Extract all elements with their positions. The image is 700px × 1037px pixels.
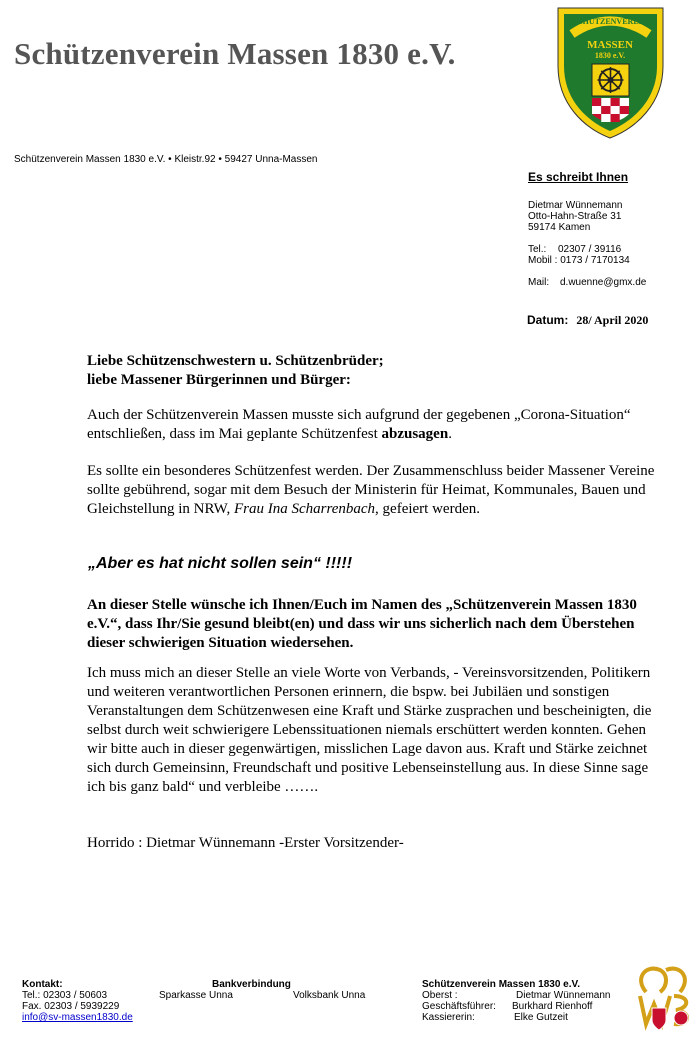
footer-bank-label (212, 979, 291, 990)
footer-kontakt-label: Kontakt: (22, 979, 63, 990)
salutation-line-1: Liebe Schützenschwestern u. Schützenbrüder; (87, 353, 384, 369)
contact-tel (528, 244, 646, 255)
tel-label: Tel.: (528, 244, 547, 255)
contact-heading: Es schreibt Ihnen (528, 170, 629, 184)
footer-role-3: Kassiererin: (422, 1012, 475, 1023)
mobil-label: Mobil : (528, 255, 558, 266)
paragraph-wishes: An dieser Stelle wünsche ich Ihnen/Euch im Namen des „Schützenverein Massen 1830 e.V.“, dass Ihr/Sie gesund bleibt(en) und dass wir uns sicherlich nach dem Überstehen dieser schwierigen Situation wiedersehen. (87, 597, 637, 651)
contact-mobil (528, 255, 646, 266)
crest-year: 1830 e.V. (594, 51, 626, 60)
footer-role-1: Oberst : (422, 990, 458, 1001)
page-title: Schützenverein Massen 1830 e.V. (14, 36, 456, 71)
footer-bank-1: Sparkasse Unna (159, 990, 233, 1001)
para2-text: Es sollte ein besonderes Schützenfest werden. Der Zusammenschluss beider Massener Vereine sollte gebührend, sogar mit dem Besuch der Ministerin für Heimat, Kommunales, Bauen und Gleichstellung in NRW, (87, 463, 655, 517)
salutation (87, 352, 667, 390)
para2-end: , gefeiert werden. (375, 501, 480, 517)
footer-person-3: Elke Gutzeit (514, 1012, 568, 1023)
mail-value[interactable]: d.wuenne@gmx.de (560, 277, 647, 288)
wsb-emblem-icon (632, 962, 694, 1034)
paragraph-special-fest (87, 462, 667, 519)
mobil-value: 0173 / 7170134 (560, 255, 630, 266)
paragraph-cancellation (87, 406, 667, 444)
para2-italic: Frau Ina Scharrenbach (233, 501, 376, 517)
slogan: „Aber es hat nicht sollen sein“ !!!!! (88, 555, 353, 572)
date-line (527, 313, 648, 328)
tel-value: 02307 / 39116 (558, 244, 622, 255)
footer-contact (22, 979, 133, 1023)
footer-person-2: Burkhard Rienhoff (512, 1001, 593, 1012)
sender-address-line: Schützenverein Massen 1830 e.V. • Kleistr.92 • 59427 Unna-Massen (14, 154, 318, 165)
crest-arch-text: SCHÜTZENVEREIN (572, 17, 648, 26)
footer-person-1: Dietmar Wünnemann (516, 990, 611, 1001)
contact-name: Dietmar Wünnemann (528, 200, 623, 211)
salutation-line-2: liebe Massener Bürgerinnen und Bürger: (87, 372, 351, 388)
closing-signature: Horrido : Dietmar Wünnemann -Erster Vorsitzender- (87, 835, 404, 851)
contact-street: Otto-Hahn-Straße 31 (528, 211, 622, 222)
mail-label: Mail: (528, 277, 550, 288)
paragraph-strength: Ich muss mich an dieser Stelle an viele Worte von Verbands, - Vereinsvorsitzenden, Politikern und weiteren verantwortlichen Personen erinnern, die bspw. bei Jubiläen und sonstigen Veranstaltungen dem Schützenwesen eine Kraft und Stärke zusprachen und bescheinigten, die selbst durch weit schwierigere Lebenssituationen niemals erschüttert werden konnten. Gehen wir bitte auch in dieser gegenwärtigen, misslichen Lage davon aus. Kraft und Stärke zeichnet sich durch Gemeinsinn, Freundschaft und positive Lebenseinstellung aus. In diese Sinne sage ich bis ganz bald“ und verbleibe ……. (87, 665, 652, 795)
para1-end: . (448, 426, 452, 442)
club-crest-icon (554, 4, 667, 141)
para1-bold: abzusagen (381, 426, 449, 442)
date-value: 28/ April 2020 (576, 313, 649, 327)
footer-role-2: Geschäftsführer: (422, 1001, 496, 1012)
footer-email-link[interactable]: info@sv-massen1830.de (22, 1012, 133, 1023)
footer-tel: Tel.: 02303 / 50603 (22, 990, 108, 1001)
footer-bank-2: Volksbank Unna (293, 990, 366, 1001)
para1-text: Auch der Schützenverein Massen musste sich aufgrund der gegebenen „Corona-Situation“ entschließen, dass im Mai geplante Schützenfest (87, 407, 631, 442)
date-label: Datum: (527, 313, 569, 327)
crest-name: MASSEN (587, 39, 633, 51)
contact-mail (528, 277, 646, 288)
footer-club-label: Schützenverein Massen 1830 e.V. (422, 979, 581, 990)
footer-fax: Fax. 02303 / 5939229 (22, 1001, 120, 1012)
contact-block (528, 172, 646, 288)
footer-club (422, 979, 610, 1023)
contact-city: 59174 Kamen (528, 222, 591, 233)
bank-label: Bankverbindung (212, 979, 291, 990)
